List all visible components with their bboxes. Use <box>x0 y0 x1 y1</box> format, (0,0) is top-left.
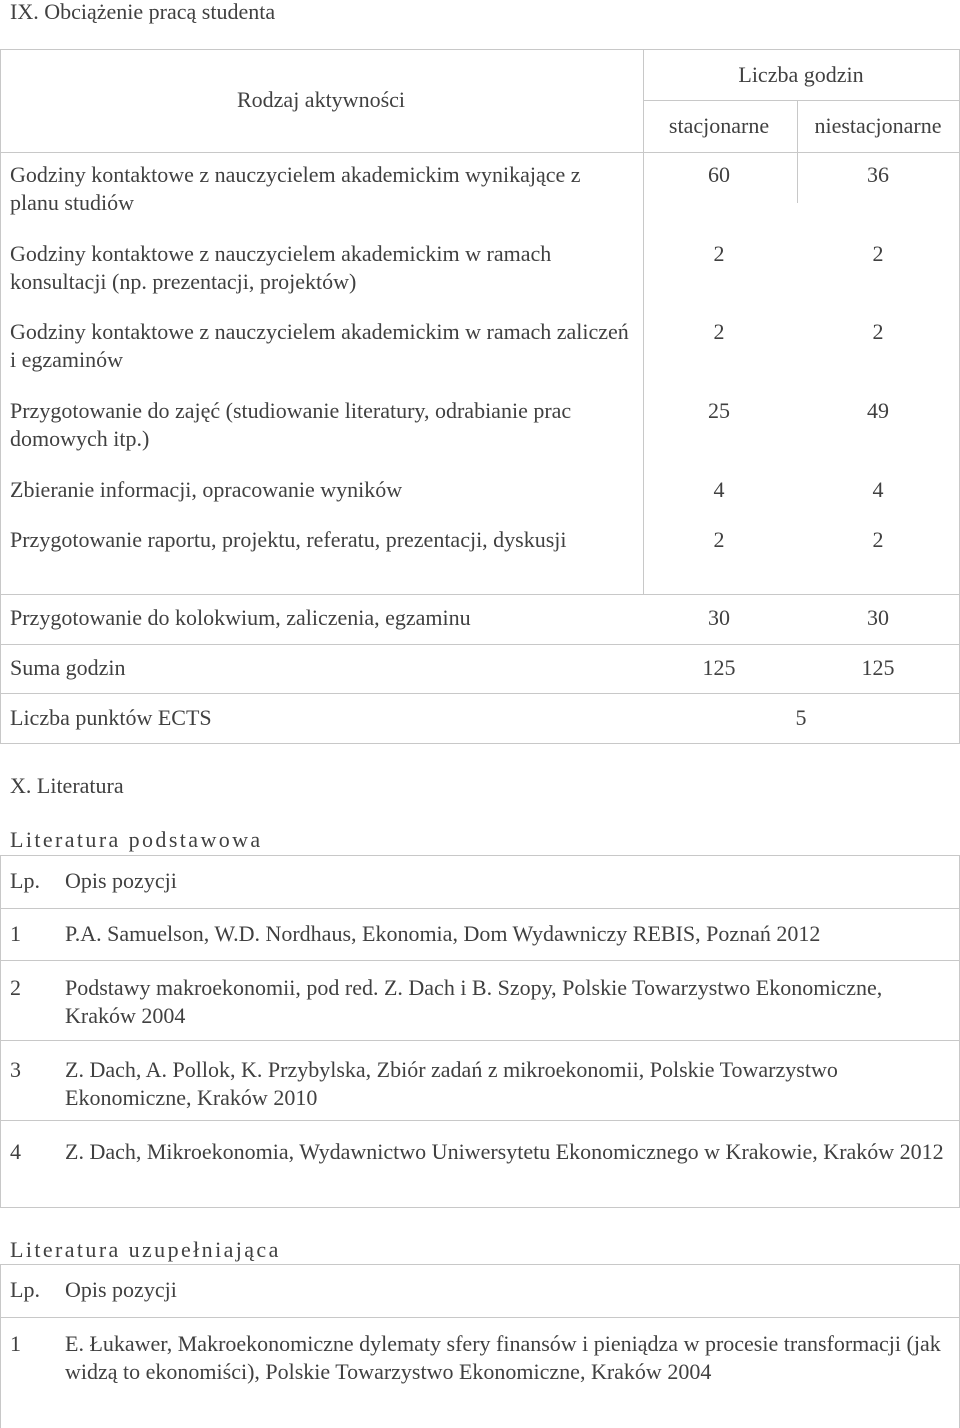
table-row-full-time: 30 <box>708 605 730 630</box>
header-activity: Rodzaj aktywności <box>236 87 406 112</box>
table-row-part-time: 30 <box>867 605 889 630</box>
ects-value: 5 <box>795 705 807 730</box>
literature-text: Podstawy makroekonomii, pod red. Z. Dach i B. Szopy, Polskie Towarzystwo Ekonomiczne, Kraków 2004 <box>65 975 883 1028</box>
table-row-activity: Godziny kontaktowe z nauczycielem akademickim w ramach konsultacji (np. prezentacji, projektów) <box>10 241 552 294</box>
table-row-part-time: 36 <box>867 162 889 187</box>
section-9-title: IX. Obciążenie pracą studenta <box>10 0 276 24</box>
table-row-activity: Suma godzin <box>10 655 126 680</box>
literature-text: E. Łukawer, Makroekonomiczne dylematy sfery finansów i pieniądza w procesie transformacji (jak widzą to ekonomiści), Polskie Towarzystwo Ekonomiczne, Kraków 2004 <box>65 1331 941 1384</box>
header-hours: Liczba godzin <box>738 62 864 87</box>
section-10-title: X. Literatura <box>10 773 124 798</box>
table-row-activity: Przygotowanie do zajęć (studiowanie literatury, odrabianie prac domowych itp.) <box>10 398 572 451</box>
literature-no: 3 <box>10 1057 21 1082</box>
literature-no: 1 <box>10 921 21 946</box>
header-full-time: stacjonarne <box>668 113 770 138</box>
table-row-part-time: 2 <box>872 527 884 552</box>
literature-no: 4 <box>10 1139 21 1164</box>
literature-text: Z. Dach, Mikroekonomia, Wydawnictwo Uniwersytetu Ekonomicznego w Krakowie, Kraków 2012 <box>65 1139 944 1164</box>
literature-no: 1 <box>10 1331 21 1356</box>
row-divider <box>1 1040 959 1041</box>
header-part-time: niestacjonarne <box>814 113 942 138</box>
literature-text: Z. Dach, A. Pollok, K. Przybylska, Zbiór zadań z mikroekonomii, Polskie Towarzystwo Ekonomiczne, Kraków 2010 <box>65 1057 838 1110</box>
table-row-activity: Godziny kontaktowe z nauczycielem akademickim w ramach zaliczeń i egzaminów <box>10 319 629 372</box>
supplementary-literature-title: Literatura uzupełniająca <box>10 1237 281 1262</box>
row-divider <box>1 908 959 909</box>
table-row-full-time: 2 <box>713 241 725 266</box>
col-no-header: Lp. <box>10 868 40 893</box>
row-divider <box>1 644 959 645</box>
col-no-header: Lp. <box>10 1277 40 1302</box>
table-row-part-time: 4 <box>872 477 884 502</box>
table-row-full-time: 2 <box>713 319 725 344</box>
row-divider <box>1 594 959 595</box>
header-divider <box>643 100 959 101</box>
table-row-part-time: 2 <box>872 319 884 344</box>
table-row-activity: Przygotowanie do kolokwium, zaliczenia, egzaminu <box>10 605 471 630</box>
table-row-full-time: 4 <box>713 477 725 502</box>
col-desc-header: Opis pozycji <box>65 1277 177 1302</box>
table-row-part-time: 2 <box>872 241 884 266</box>
row-divider <box>1 960 959 961</box>
table-row-part-time: 125 <box>861 655 895 680</box>
table-row-activity: Zbieranie informacji, opracowanie wyników <box>10 477 403 502</box>
table-row-activity: Godziny kontaktowe z nauczycielem akademickim wynikające z planu studiów <box>10 162 581 215</box>
header-bottom <box>1 152 959 153</box>
basic-literature-title: Literatura podstawowa <box>10 827 263 852</box>
row-divider <box>1 693 959 694</box>
table-row-full-time: 60 <box>708 162 730 187</box>
literature-no: 2 <box>10 975 21 1000</box>
table-row-full-time: 25 <box>708 398 730 423</box>
table-row-activity: Przygotowanie raportu, projektu, referatu, prezentacji, dyskusji <box>10 527 567 552</box>
ects-label: Liczba punktów ECTS <box>10 705 212 730</box>
col-desc-header: Opis pozycji <box>65 868 177 893</box>
table-row-full-time: 125 <box>702 655 736 680</box>
row-divider <box>1 1317 959 1318</box>
row-divider <box>1 1120 959 1121</box>
table-row-full-time: 2 <box>713 527 725 552</box>
table-row-part-time: 49 <box>867 398 889 423</box>
literature-text: P.A. Samuelson, W.D. Nordhaus, Ekonomia, Dom Wydawniczy REBIS, Poznań 2012 <box>65 921 821 946</box>
